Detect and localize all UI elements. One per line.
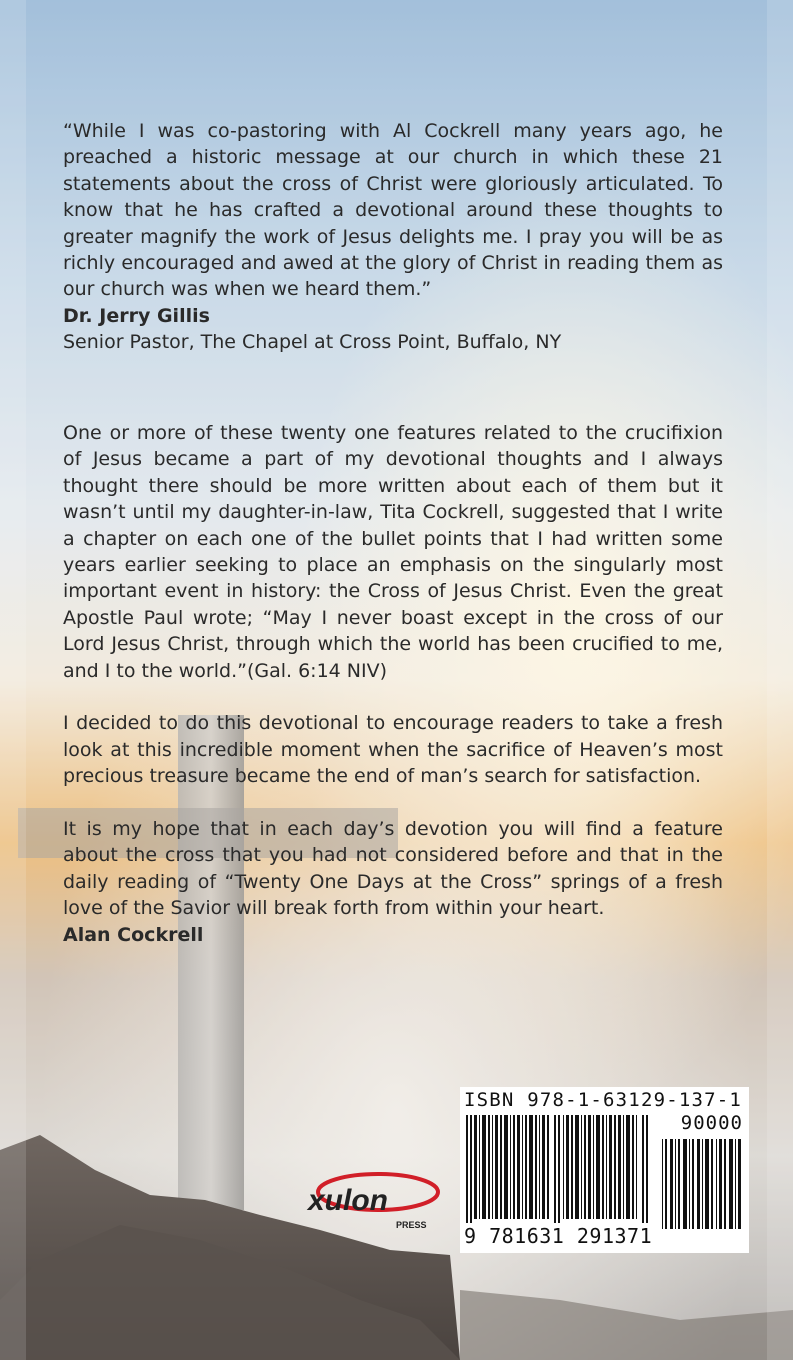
- barcode-bars: [464, 1115, 654, 1223]
- publisher-name: xulon: [308, 1184, 388, 1217]
- isbn-label: ISBN 978-1-63129-137-1: [464, 1089, 743, 1111]
- publisher-sub: PRESS: [396, 1220, 427, 1230]
- price-code: 90000: [680, 1112, 743, 1134]
- testimonial-author-title: Senior Pastor, The Chapel at Cross Point, Buffalo, NY: [63, 331, 562, 354]
- testimonial-author-name: Dr. Jerry Gillis: [63, 304, 210, 327]
- publisher-logo: [300, 1170, 445, 1232]
- barcode-addon-bars: [660, 1139, 744, 1229]
- description-paragraph: One or more of these twenty one features related to the crucifixion of Jesus became a part of my devotional thoughts and I always thought there should be more written about each of them but it wasn’t until my daughter-in-law, Tita Cockrell, suggested that I write a chapter on each one of the bullet points that I had written some years earlier seeking to place an emphasis on the singularly most important event in history: the Cross of Jesus Christ. Even the great Apostle Paul wrote; “May I never boast except in the cross of our Lord Jesus Christ, through which the world has been crucified to me, and I to the world.”(Gal. 6:14 NIV): [63, 422, 723, 682]
- testimonial-block: [63, 118, 723, 356]
- description-paragraph: It is my hope that in each day’s devotion you will find a feature about the cross that you had not considered before and that in the daily reading of “Twenty One Days at the Cross” springs of a fresh love of the Savior will break forth from within your heart.: [63, 818, 723, 920]
- author-signature: Alan Cockrell: [63, 923, 204, 946]
- isbn-digits: 9 781631 291371: [464, 1224, 653, 1248]
- testimonial-quote: “While I was co-pastoring with Al Cockrell many years ago, he preached a historic message at our church in which these 21 statements about the cross of Christ were gloriously articulated. To know that he has crafted a devotional around these thoughts to greater magnify the work of Jesus delights me. I pray you will be as richly encouraged and awed at the glory of Christ in reading them as our church was when we heard them.”: [63, 120, 723, 301]
- isbn-barcode: [460, 1087, 749, 1253]
- description-block: [63, 420, 723, 948]
- description-paragraph: I decided to do this devotional to encourage readers to take a fresh look at this incredible moment when the sacrifice of Heaven’s most precious treasure became the end of man’s search for satisfaction.: [63, 712, 723, 788]
